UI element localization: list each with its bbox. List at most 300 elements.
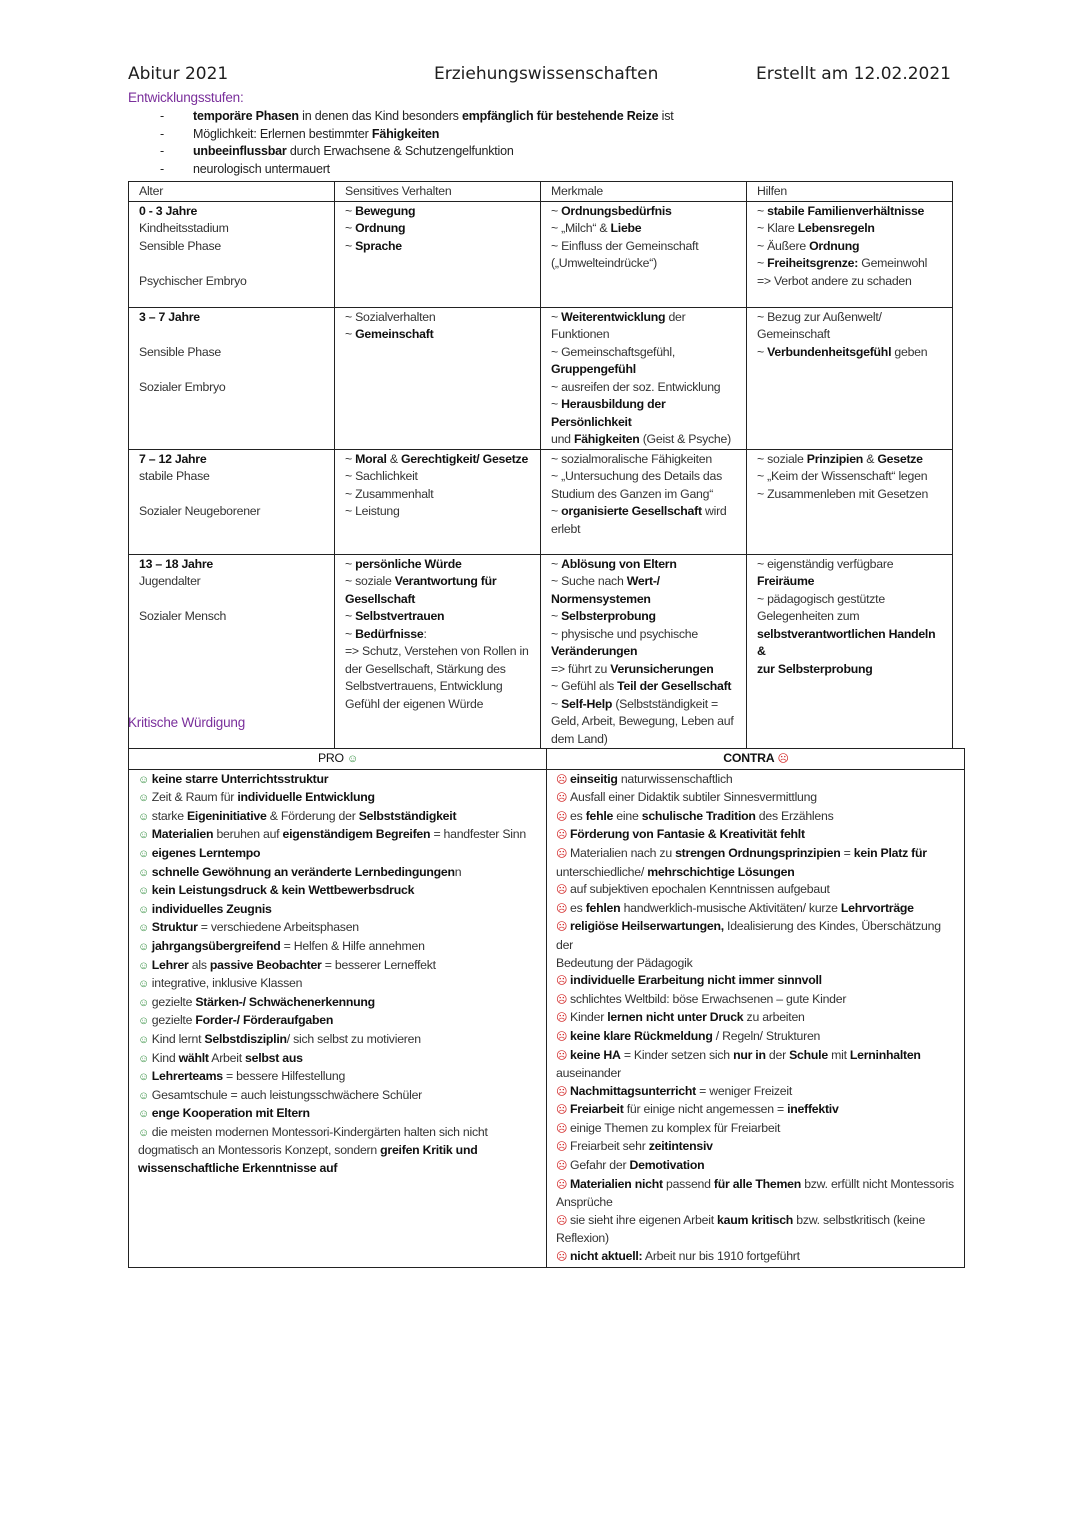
- bold-text: individuelle Erarbeitung nicht immer sinnvoll: [570, 973, 822, 988]
- text-run: ~ soziale: [345, 574, 395, 588]
- bold-text: religiöse Heilserwartungen,: [570, 919, 724, 934]
- text-run: Gesamtschule = auch leistungsschwächere Schüler: [151, 1087, 422, 1102]
- bold-text: Gemeinschaft: [355, 327, 434, 341]
- text-line: [345, 573, 531, 591]
- text-run: ~ Sachlichkeit: [345, 469, 418, 483]
- text-line: [556, 1194, 956, 1212]
- text-run: ~: [757, 344, 768, 359]
- text-line: [757, 203, 943, 221]
- text-run: (Geist & Psyche): [639, 432, 731, 446]
- table-cell-merkmale: [541, 449, 747, 554]
- text-run: handwerklich-musische Aktivitäten/ kurze: [620, 900, 841, 915]
- pro-contra-table: [128, 748, 965, 1268]
- text-line: [757, 326, 943, 344]
- text-line: [138, 1087, 538, 1106]
- text-run: gezielte: [151, 1013, 196, 1028]
- frown-icon: ☹: [556, 993, 571, 1006]
- text-run: => führt zu: [551, 661, 611, 676]
- text-run: Sozialer Neugeborener: [139, 504, 261, 518]
- bold-text: 13 – 18 Jahre: [139, 556, 214, 571]
- bullet-item: [160, 126, 674, 144]
- bold-text: individuelle Entwicklung: [237, 790, 375, 805]
- text-line: [345, 678, 531, 696]
- text-run: = Helfen & Hilfe annehmen: [280, 938, 425, 953]
- bold-text: persönliche Würde: [355, 556, 462, 571]
- text-line: [139, 361, 325, 379]
- bold-text: Teil der Gesellschaft: [617, 679, 732, 693]
- text-line: [556, 972, 956, 991]
- smiley-icon: ☺: [138, 978, 152, 991]
- text-run: ist: [658, 109, 674, 123]
- frown-icon: ☹: [556, 847, 571, 860]
- bold-text: individuelles Zeugnis: [151, 901, 272, 916]
- smiley-icon: ☺: [138, 885, 152, 898]
- bold-text: Verunsicherungen: [610, 661, 714, 676]
- text-line: [551, 468, 737, 486]
- bold-text: Lehrerteams: [151, 1069, 223, 1084]
- text-run: Selbstvertrauens, Entwicklung: [345, 679, 503, 693]
- bold-text: 7 – 12 Jahre: [139, 451, 207, 466]
- text-run: passend: [662, 1176, 714, 1191]
- text-run: der: [765, 1047, 790, 1062]
- text-run: Arbeit: [208, 1050, 246, 1065]
- bold-text: Freiarbeit: [570, 1102, 624, 1117]
- text-run: erlebt: [551, 521, 581, 536]
- text-line: [138, 882, 538, 901]
- contra-header-label: CONTRA: [723, 751, 775, 765]
- text-run: Reflexion): [556, 1231, 609, 1246]
- development-stages-table: [128, 181, 953, 749]
- text-run: Sensible Phase: [139, 238, 221, 253]
- bold-text: Freiheitsgrenze:: [767, 256, 859, 270]
- table-cell-alter: [129, 307, 335, 449]
- text-line: [345, 468, 531, 486]
- frown-icon: ☹: [556, 975, 571, 988]
- text-line: [757, 486, 943, 504]
- text-run: ~ Leistung: [345, 504, 400, 518]
- bold-text: unbeeinflussbar: [193, 144, 287, 158]
- text-run: ~: [551, 504, 562, 518]
- text-line: [757, 255, 943, 273]
- smiley-icon: ☺: [138, 922, 152, 935]
- text-run: &: [386, 451, 401, 466]
- bold-text: organisierte Gesellschaft: [561, 504, 702, 518]
- text-run: ~ sozialmoralische Fähigkeiten: [551, 451, 712, 466]
- text-run: = Kinder setzen sich: [620, 1047, 734, 1062]
- text-run: n: [454, 864, 462, 879]
- text-run: =: [840, 845, 854, 860]
- bold-text: Wert-/: [626, 574, 660, 588]
- text-run: für einige nicht angemessen =: [623, 1102, 788, 1117]
- text-run: ~ „Milch“ &: [551, 221, 611, 235]
- table-cell-merkmale: [541, 554, 747, 749]
- text-line: [556, 826, 956, 845]
- text-line: [345, 626, 531, 644]
- text-run: neurologisch untermauert: [193, 161, 330, 176]
- frown-icon: ☹: [556, 1030, 571, 1043]
- text-run: es: [570, 808, 586, 823]
- bold-text: Lerninhalten: [849, 1047, 921, 1062]
- text-line: [551, 608, 737, 626]
- text-run: &: [863, 451, 878, 466]
- text-run: Geld, Arbeit, Bewegung, Leben auf: [551, 714, 734, 728]
- text-run: Bedeutung der Pädagogik: [556, 955, 693, 970]
- text-line: [138, 864, 538, 883]
- table-cell-sensitives-verhalten: [335, 449, 541, 554]
- text-run: wird: [701, 504, 727, 518]
- text-line: [139, 326, 325, 344]
- frown-icon: ☹: [556, 829, 571, 842]
- text-run: => Verbot andere zu schaden: [757, 273, 912, 288]
- text-run: ~: [345, 203, 356, 218]
- bullet-item: [160, 143, 674, 161]
- text-line: [345, 486, 531, 504]
- text-run: ~ Äußere: [757, 238, 810, 253]
- text-line: [757, 573, 943, 591]
- text-line: [551, 661, 737, 679]
- text-run: ~ Klare: [757, 221, 798, 235]
- smiley-icon: ☺: [138, 1071, 152, 1084]
- text-run: eine: [613, 808, 642, 823]
- frown-icon: ☹: [556, 773, 571, 786]
- text-run: / sich selbst zu motivieren: [286, 1031, 421, 1046]
- smiley-icon: ☺: [138, 940, 152, 953]
- text-run: Sozialer Mensch: [139, 609, 227, 623]
- bold-text: fehlen: [585, 900, 621, 915]
- text-run: / Regeln/ Strukturen: [712, 1028, 821, 1043]
- text-line: [138, 919, 538, 938]
- table-cell-sensitives-verhalten: [335, 554, 541, 749]
- text-run: Ansprüche: [556, 1195, 613, 1210]
- text-line: [757, 626, 943, 661]
- text-run: durch Erwachsene & Schutzengelfunktion: [286, 144, 514, 158]
- text-run: einige Themen zu komplex für Freiarbeit: [570, 1120, 781, 1135]
- bold-text: Fähigkeiten: [573, 432, 640, 446]
- text-line: [139, 379, 325, 397]
- text-line: [139, 255, 325, 273]
- table-cell-alter: [129, 201, 335, 307]
- text-line: [556, 1047, 956, 1066]
- text-line: [138, 1031, 538, 1050]
- text-line: [139, 608, 325, 626]
- bold-text: keine HA: [570, 1047, 621, 1062]
- bold-text: Normensystemen: [551, 591, 651, 606]
- bold-text: temporäre Phasen: [193, 109, 299, 123]
- bold-text: Förderung von Fantasie & Kreativität fehlt: [570, 827, 805, 842]
- text-run: bzw. selbstkritisch (keine: [793, 1212, 926, 1227]
- frown-icon: ☹: [556, 1104, 571, 1117]
- frown-icon: ☹: [556, 1049, 571, 1062]
- text-line: [757, 661, 943, 679]
- bold-text: lernen nicht unter Druck: [607, 1010, 744, 1025]
- intro-bullet-list: [160, 108, 674, 178]
- text-line: [556, 1157, 956, 1176]
- text-line: [551, 361, 737, 379]
- column-header: Alter: [129, 182, 335, 202]
- text-run: stabile Phase: [139, 469, 210, 483]
- frown-icon: ☹: [556, 1178, 571, 1191]
- smiley-icon: ☺: [138, 1126, 152, 1139]
- text-run: ~: [345, 556, 356, 571]
- text-line: [551, 203, 737, 221]
- bold-text: Ordnungsbedürfnis: [561, 203, 672, 218]
- text-line: [138, 808, 538, 827]
- table-cell-sensitives-verhalten: [335, 307, 541, 449]
- bold-text: Weiterentwicklung: [561, 309, 666, 324]
- text-run: Kindheitsstadium: [139, 221, 229, 235]
- text-line: [345, 326, 531, 344]
- text-run: Freiarbeit sehr: [570, 1139, 649, 1154]
- text-line: [551, 731, 737, 749]
- text-run: ~ Bezug zur Außenwelt/: [757, 309, 882, 324]
- text-run: ~: [551, 609, 562, 623]
- text-line: [556, 1028, 956, 1047]
- text-run: ~ „Untersuchung des Details das: [551, 469, 722, 483]
- text-line: [757, 344, 943, 362]
- text-line: [551, 309, 737, 344]
- frown-icon: ☹: [556, 792, 571, 805]
- table-cell-merkmale: [541, 307, 747, 449]
- bold-text: Ordnung: [355, 221, 406, 235]
- bold-text: wählt: [178, 1050, 209, 1065]
- text-run: starke: [151, 808, 187, 823]
- text-line: [345, 643, 531, 661]
- text-line: [345, 203, 531, 221]
- table-row: [129, 307, 953, 449]
- text-line: [345, 591, 531, 609]
- header-date: Erstellt am 12.02.2021: [756, 64, 951, 84]
- text-run: schlichtes Weltbild: böse Erwachsenen – gute Kinder: [570, 991, 847, 1006]
- text-run: der Gesellschaft, Stärkung des: [345, 661, 506, 676]
- text-run: in denen das Kind besonders: [298, 109, 462, 123]
- table-row: [129, 449, 953, 554]
- bold-text: mehrschichtige Lösungen: [647, 864, 795, 879]
- bold-text: selbstverantwortlichen Handeln &: [757, 626, 936, 658]
- bold-text: schnelle Gewöhnung an veränderte Lernbedingungen: [151, 864, 455, 879]
- text-line: [556, 955, 956, 973]
- bold-text: Materialien: [151, 827, 214, 842]
- table-cell-sensitives-verhalten: [335, 201, 541, 307]
- text-run: integrative, inklusive Klassen: [151, 976, 303, 991]
- bold-text: Moral: [355, 451, 387, 466]
- bold-text: enge Kooperation mit Eltern: [151, 1106, 310, 1121]
- text-line: [138, 1050, 538, 1069]
- text-line: [551, 379, 737, 397]
- text-line: [139, 451, 325, 469]
- table-row: [129, 769, 965, 1267]
- table-row: [129, 554, 953, 749]
- text-line: [138, 938, 538, 957]
- section-title-kritische-wuerdigung: Kritische Würdigung: [128, 715, 246, 730]
- text-run: Ausfall einer Didaktik subtiler Sinnesvermittlung: [570, 790, 817, 805]
- smiley-icon: ☺: [138, 1052, 152, 1065]
- text-line: [757, 238, 943, 256]
- bold-text: Self-Help: [561, 696, 613, 711]
- text-run: Gelegenheiten zum: [757, 609, 860, 623]
- bold-text: Fähigkeiten: [371, 126, 440, 141]
- text-line: [556, 808, 956, 827]
- text-run: :: [423, 626, 427, 641]
- text-line: [551, 696, 737, 714]
- pro-list: [129, 769, 547, 1267]
- bold-text: strengen Ordnungsprinzipien: [675, 845, 841, 860]
- text-line: [139, 573, 325, 591]
- text-line: [556, 991, 956, 1010]
- bold-text: eigenständigem Begreifen: [282, 827, 431, 842]
- bold-text: eigenes Lerntempo: [151, 845, 261, 860]
- text-line: [138, 1160, 538, 1178]
- text-line: [138, 1124, 538, 1143]
- text-line: [551, 573, 737, 591]
- text-run: ~ pädagogisch gestützte: [757, 591, 885, 606]
- text-line: [551, 486, 737, 504]
- smiley-icon: ☺: [138, 866, 152, 879]
- text-run: unterschiedliche/: [556, 864, 648, 879]
- text-line: [138, 901, 538, 920]
- text-line: [551, 521, 737, 539]
- text-line: [556, 918, 956, 954]
- smiley-icon: ☺: [138, 959, 152, 972]
- smiley-icon: ☺: [347, 753, 359, 765]
- text-line: [556, 789, 956, 808]
- text-line: [138, 1012, 538, 1031]
- text-line: [551, 713, 737, 731]
- text-run: beruhen auf: [213, 827, 283, 842]
- bold-text: Verbundenheitsgefühl: [767, 344, 892, 359]
- text-line: [345, 220, 531, 238]
- text-run: => Schutz, Verstehen von Rollen in: [345, 644, 529, 658]
- text-run: die meisten modernen Montessori-Kindergärten halten sich nicht: [151, 1124, 488, 1139]
- text-line: [551, 255, 737, 273]
- smiley-icon: ☺: [138, 1089, 152, 1102]
- text-run: ~ „Keim der Wissenschaft“ legen: [757, 469, 928, 483]
- text-line: [556, 1009, 956, 1028]
- bold-text: Eigeninitiative: [186, 808, 267, 823]
- bold-text: Lehrer: [151, 957, 189, 972]
- text-line: [139, 220, 325, 238]
- text-run: Studium des Ganzen im Gang“: [551, 486, 714, 501]
- text-line: [551, 220, 737, 238]
- text-line: [551, 344, 737, 362]
- text-line: [139, 273, 325, 291]
- text-run: ~ soziale: [757, 451, 807, 466]
- table-header-row: [129, 182, 953, 202]
- smiley-icon: ☺: [138, 792, 152, 805]
- text-line: [551, 503, 737, 521]
- bold-text: schulische Tradition: [641, 808, 756, 823]
- text-line: [345, 608, 531, 626]
- table-cell-hilfen: [747, 201, 953, 307]
- text-line: [551, 678, 737, 696]
- frown-icon: ☹: [556, 810, 571, 823]
- text-line: [139, 503, 325, 521]
- bold-text: einseitig: [570, 771, 618, 786]
- text-run: ~ Sozialverhalten: [345, 309, 436, 324]
- text-run: dogmatisch an Montessoris Konzept, sondern: [138, 1143, 381, 1158]
- text-run: ~ Suche nach: [551, 574, 627, 588]
- text-line: [139, 238, 325, 256]
- section-title-entwicklungsstufen: Entwicklungsstufen:: [128, 90, 244, 105]
- frown-icon: ☹: [556, 1214, 571, 1227]
- bold-text: keine klare Rückmeldung: [570, 1028, 713, 1043]
- text-line: [556, 1120, 956, 1139]
- text-run: Kind lernt: [151, 1031, 205, 1046]
- text-run: sie sieht ihre eigenen Arbeit: [570, 1212, 718, 1227]
- text-line: [551, 451, 737, 469]
- bold-text: 3 – 7 Jahre: [139, 309, 200, 324]
- text-line: [139, 344, 325, 362]
- text-line: [556, 1248, 956, 1267]
- text-line: [757, 273, 943, 291]
- text-run: ~ Zusammenleben mit Gesetzen: [757, 486, 929, 501]
- bold-text: Liebe: [610, 221, 642, 235]
- text-run: Gefahr der: [570, 1158, 630, 1173]
- text-line: [551, 591, 737, 609]
- text-run: Psychischer Embryo: [139, 273, 247, 288]
- bold-text: Ordnung: [809, 238, 860, 253]
- bold-text: Demotivation: [629, 1158, 705, 1173]
- text-line: [139, 486, 325, 504]
- table-cell-hilfen: [747, 554, 953, 749]
- text-line: [757, 220, 943, 238]
- bold-text: Bewegung: [355, 203, 416, 218]
- text-line: [551, 643, 737, 661]
- text-run: naturwissenschaftlich: [617, 771, 733, 786]
- column-header: Merkmale: [541, 182, 747, 202]
- text-line: [138, 1142, 538, 1160]
- frown-icon: ☹: [556, 1251, 571, 1264]
- bullet-item: [160, 108, 674, 126]
- smiley-icon: ☺: [138, 810, 152, 823]
- frown-icon: ☹: [556, 1160, 571, 1173]
- text-run: Kind: [151, 1050, 179, 1065]
- smiley-icon: ☺: [138, 1033, 152, 1046]
- text-run: es: [570, 900, 586, 915]
- text-line: [345, 451, 531, 469]
- smiley-icon: ☺: [138, 1108, 152, 1121]
- text-line: [345, 696, 531, 714]
- text-run: ~: [345, 626, 356, 641]
- text-run: = verschiedene Arbeitsphasen: [197, 920, 359, 935]
- text-line: [556, 1083, 956, 1102]
- text-run: = besserer Lerneffekt: [321, 957, 436, 972]
- bold-text: greifen Kritik und: [380, 1143, 478, 1158]
- text-run: (Selbstständigkeit =: [612, 696, 718, 711]
- text-run: ~: [551, 696, 562, 711]
- bold-text: fehle: [585, 808, 614, 823]
- bold-text: Sprache: [355, 238, 402, 253]
- frown-icon: ☹: [777, 753, 789, 765]
- bold-text: Herausbildung der Persönlichkeit: [551, 397, 666, 429]
- text-line: [551, 626, 737, 644]
- bold-text: Stärken-/ Schwächenerkennung: [195, 994, 375, 1009]
- text-line: [345, 503, 531, 521]
- table-header-row: [129, 749, 965, 770]
- pro-header: [129, 749, 547, 770]
- text-line: [757, 608, 943, 626]
- text-line: [556, 900, 956, 919]
- bold-text: Gesellschaft: [345, 591, 416, 606]
- text-run: Gemeinschaft: [757, 327, 830, 341]
- text-line: [556, 845, 956, 864]
- text-run: ~: [345, 238, 356, 253]
- bold-text: Selbstständigkeit: [358, 808, 457, 823]
- bold-text: stabile Familienverhältnisse: [767, 203, 925, 218]
- text-line: [757, 468, 943, 486]
- text-run: ~ Gefühl als: [551, 679, 618, 693]
- bold-text: wissenschaftliche Erkenntnisse auf: [138, 1161, 338, 1176]
- text-run: Idealisierung des Kindes, Überschätzung der: [556, 919, 941, 952]
